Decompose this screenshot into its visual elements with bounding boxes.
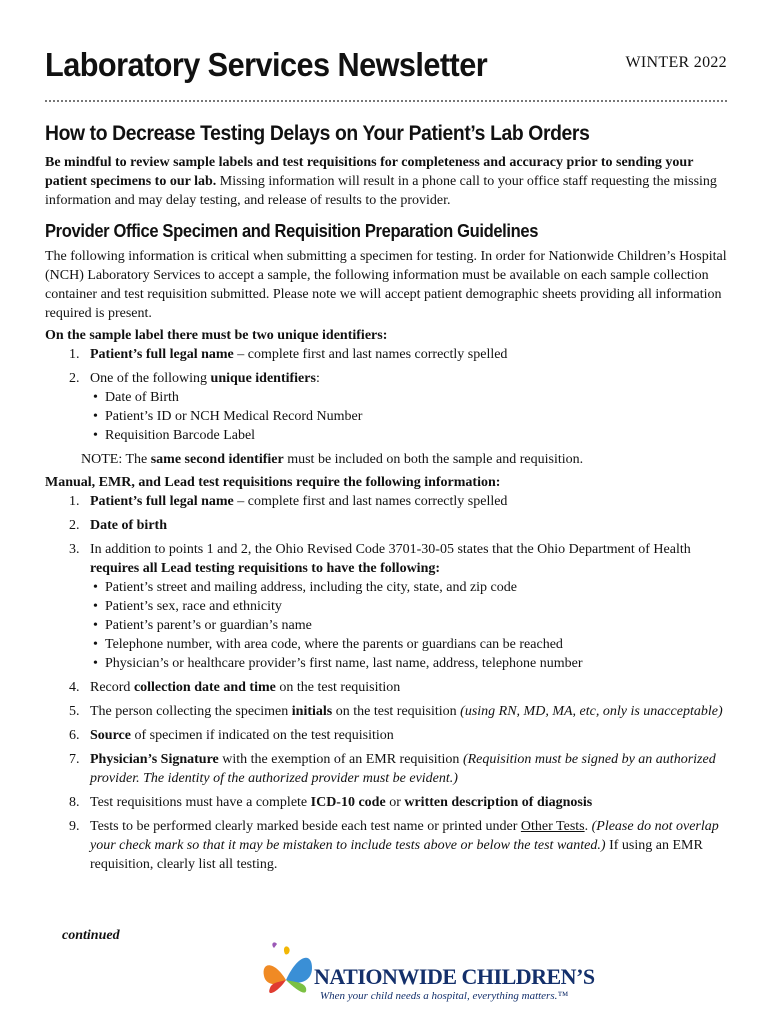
item-bold-text: Patient’s full legal name bbox=[90, 347, 234, 362]
bullet-item: • Patient’s parent’s or guardian’s name bbox=[90, 616, 727, 635]
article bbox=[45, 124, 727, 879]
item-underlined-text: Other Tests bbox=[520, 819, 585, 834]
note-bold-text: same second identifier bbox=[150, 452, 284, 467]
bullet-item: • Physician’s or healthcare provider’s first name, last name, address, telephone number bbox=[90, 654, 727, 673]
nationwide-childrens-logo bbox=[256, 940, 595, 1010]
guidelines-subheading: Provider Office Specimen and Requisition Preparation Guidelines bbox=[45, 221, 539, 241]
item-bold-text: Physician’s Signature bbox=[90, 752, 219, 767]
list-number: 1. bbox=[69, 347, 80, 362]
list-item bbox=[45, 750, 727, 788]
item-bold-text: initials bbox=[291, 704, 333, 719]
item-bold-text: Patient’s full legal name bbox=[90, 494, 234, 509]
intro-text: Missing information will result in a phone call to your office staff requesting the missing information and may delay testing, and release of results to the provider. bbox=[45, 174, 717, 208]
sample-label-title: On the sample label there must be two unique identifiers: bbox=[45, 328, 388, 343]
issue-season: WINTER 2022 bbox=[625, 54, 727, 71]
item-text: – complete first and last names correctly spelled bbox=[233, 347, 508, 362]
identifier-bullets bbox=[90, 388, 727, 445]
item-bold-text: Date of birth bbox=[90, 518, 167, 533]
item-bold-text: unique identifiers bbox=[210, 371, 316, 386]
list-item bbox=[45, 345, 727, 364]
item-text: or bbox=[385, 795, 405, 810]
list-item bbox=[45, 817, 727, 874]
bullet-item: • Requisition Barcode Label bbox=[90, 426, 727, 445]
item-italic-text: (using RN, MD, MA, etc, only is unacceptable) bbox=[460, 704, 723, 719]
item-italic-text: (Requisition must be signed by an authorized provider. The identity of the authorized provider must be evident.) bbox=[90, 752, 716, 786]
newsletter-title: Laboratory Services Newsletter bbox=[45, 46, 488, 83]
item-bold-text: collection date and time bbox=[133, 680, 276, 695]
bullet-item: • Patient’s street and mailing address, including the city, state, and zip code bbox=[90, 578, 727, 597]
requisition-title: Manual, EMR, and Lead test requisitions require the following information: bbox=[45, 475, 501, 490]
list-number: 8. bbox=[69, 795, 80, 810]
item-text: Record bbox=[90, 680, 134, 695]
list-item bbox=[45, 516, 727, 535]
list-number: 5. bbox=[69, 704, 80, 719]
item-text: – complete first and last names correctly spelled bbox=[233, 494, 508, 509]
list-item bbox=[45, 702, 727, 721]
item-text: of specimen if indicated on the test requisition bbox=[130, 728, 394, 743]
item-text: on the test requisition bbox=[332, 704, 461, 719]
item-text: One of the following bbox=[90, 371, 211, 386]
list-number: 1. bbox=[69, 494, 80, 509]
list-item bbox=[45, 540, 727, 673]
item-text: . bbox=[584, 819, 592, 834]
list-item bbox=[45, 492, 727, 511]
item-text: The person collecting the specimen bbox=[90, 704, 292, 719]
list-number: 4. bbox=[69, 680, 80, 695]
bullet-item: • Date of Birth bbox=[90, 388, 727, 407]
item-bold-text: Source bbox=[90, 728, 131, 743]
item-text: with the exemption of an EMR requisition bbox=[218, 752, 463, 767]
intro-paragraph bbox=[45, 153, 727, 210]
item-text: on the test requisition bbox=[275, 680, 401, 695]
item-text: : bbox=[315, 371, 320, 386]
intro-bold-text: Be mindful to review sample labels and test requisitions for completeness and accuracy prior to sending your patient specimens to our lab. bbox=[45, 155, 694, 189]
butterfly-logo-icon bbox=[256, 940, 316, 1010]
continued-label: continued bbox=[62, 928, 120, 943]
article-heading: How to Decrease Testing Delays on Your Patient’s Lab Orders bbox=[45, 122, 590, 145]
list-item bbox=[45, 726, 727, 745]
item-text: Test requisitions must have a complete bbox=[90, 795, 311, 810]
bullet-item: • Patient’s sex, race and ethnicity bbox=[90, 597, 727, 616]
guidelines-paragraph: The following information is critical when submitting a specimen for testing. In order for Nationwide Children’s Hospital (NCH) Laboratory Services to accept a sample, the following information must be available on each sample collection container and test requisition submitted. Please note we will accept patient demographic sheets providing all information required is present. bbox=[45, 249, 727, 321]
item-bold-text: ICD-10 code bbox=[310, 795, 386, 810]
requisition-list bbox=[45, 492, 727, 874]
item-text: If using an EMR requisition, clearly list all testing. bbox=[90, 838, 703, 872]
list-number: 3. bbox=[69, 542, 80, 557]
note-text: NOTE: The bbox=[81, 452, 151, 467]
item-bold-text: written description of diagnosis bbox=[404, 795, 593, 810]
sample-label-list bbox=[45, 345, 727, 445]
list-item bbox=[45, 793, 727, 812]
list-item bbox=[45, 678, 727, 697]
bullet-item: • Patient’s ID or NCH Medical Record Number bbox=[90, 407, 727, 426]
list-number: 6. bbox=[69, 728, 80, 743]
list-number: 2. bbox=[69, 518, 80, 533]
bullet-item: • Telephone number, with area code, where the parents or guardians can be reached bbox=[90, 635, 727, 654]
logo-wordmark: NATIONWIDE CHILDREN’S bbox=[314, 964, 595, 989]
list-number: 7. bbox=[69, 752, 80, 767]
item-italic-text: (Please do not overlap your check mark so that it may be mistaken to include tests above or below the test wanted.) bbox=[90, 819, 719, 853]
list-number: 2. bbox=[69, 371, 80, 386]
item-text: In addition to points 1 and 2, the Ohio Revised Code 3701-30-05 states that the Ohio Department of Health bbox=[90, 542, 691, 557]
note-text: must be included on both the sample and requisition. bbox=[283, 452, 584, 467]
lead-bullets bbox=[90, 578, 727, 673]
list-item bbox=[45, 369, 727, 445]
identifier-note bbox=[45, 450, 727, 469]
list-number: 9. bbox=[69, 819, 80, 834]
masthead bbox=[45, 42, 727, 102]
item-text: Tests to be performed clearly marked beside each test name or printed under bbox=[90, 819, 521, 834]
logo-tagline: When your child needs a hospital, everything matters.™ bbox=[320, 990, 569, 1002]
masthead-divider bbox=[45, 100, 727, 102]
item-bold-text: requires all Lead testing requisitions to have the following: bbox=[90, 561, 441, 576]
